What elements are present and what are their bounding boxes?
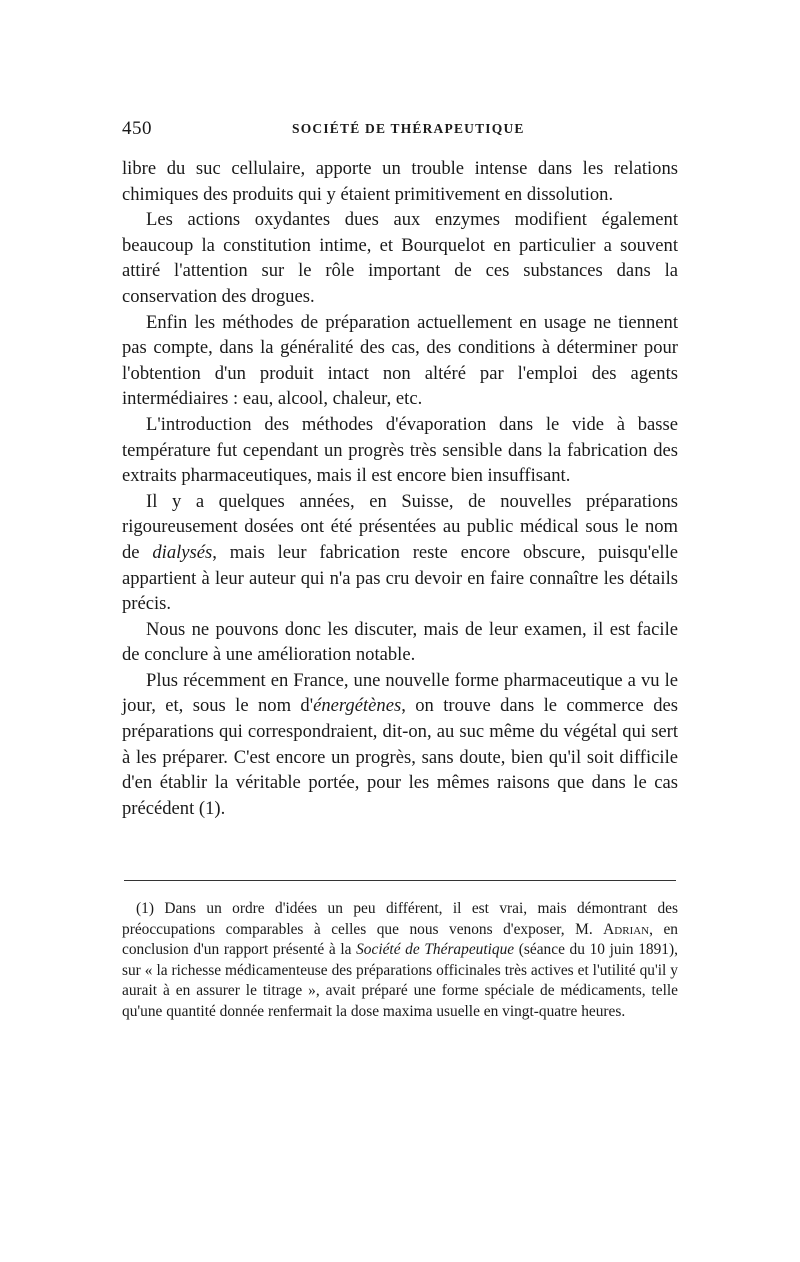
running-title: SOCIÉTÉ DE THÉRAPEUTIQUE: [292, 121, 525, 136]
footnote-divider: [124, 880, 676, 881]
paragraph-7-text-b: , on trouve dans le commerce des préparations qui correspondraient, dit-on, au suc même du végétal qui sert à les préparer. C'est encore un progrès, sans doute, bien qu'il soit difficile d'en établir la véritable portée, pour les mêmes raisons que dans le cas précédent (1).: [122, 695, 678, 819]
paragraph-6: Nous ne pouvons donc les discuter, mais de leur examen, il est facile de conclure à une amélioration notable.: [122, 618, 678, 666]
main-text: [122, 156, 678, 821]
footnote: [122, 899, 678, 1023]
paragraph-7-text-a: Plus récemment en France, une nouvelle forme pharmaceutique a vu le jour, et, sous le nom d': [122, 669, 678, 717]
footnote-society: Société de Thérapeutique: [356, 941, 515, 959]
page-number: 450: [122, 118, 152, 139]
paragraph-3: Enfin les méthodes de préparation actuellement en usage ne tiennent pas compte, dans la généralité des cas, des conditions à déterminer pour l'obtention d'un produit intact non altéré par l'emploi des agents intermédiaires : eau, alcool, chaleur, etc.: [122, 311, 678, 410]
paragraph-2: Les actions oxydantes dues aux enzymes modifient également beaucoup la constitution intime, et Bourquelot en particulier a souvent attiré l'attention sur le rôle important de ces substances dans la conservation des drogues.: [122, 209, 678, 307]
footnote-text-c: (séance du 10 juin 1891), sur « la richesse médicamenteuse des préparations officinales très actives et l'utilité qu'il y aurait à en assurer le titrage », avait préparé une forme spéciale de médicaments, telle qu'une quantité donnée renfermait la dose maxima usuelle en vingt-quatre heures.: [122, 941, 678, 1020]
paragraph-5-text-b: , mais leur fabrication reste encore obscure, puisqu'elle appartient à leur auteur qui n'a pas cru devoir en faire connaître les détails précis.: [122, 541, 678, 615]
footnote-text-b: , en conclusion d'un rapport présenté à la: [122, 920, 678, 959]
paragraph-1: libre du suc cellulaire, apporte un trouble intense dans les relations chimiques des produits qui y étaient primitivement en dissolution.: [122, 158, 678, 205]
paragraph-5: [122, 489, 678, 617]
term-dialyses: dialysés: [152, 541, 213, 563]
term-energetenes: énergétènes: [313, 695, 402, 717]
paragraph-4: L'introduction des méthodes d'évaporation dans le vide à basse température fut cependant un progrès très sensible dans la fabrication des extraits pharmaceutiques, mais il est encore bien insuffisant.: [122, 413, 678, 487]
paragraph-7: [122, 668, 678, 822]
paragraph-5-text-a: Il y a quelques années, en Suisse, de nouvelles préparations rigoureusement dosées ont été présentées au public médical sous le nom de: [122, 490, 678, 563]
footnote-author: Adrian: [603, 920, 650, 938]
footnote-text-a: (1) Dans un ordre d'idées un peu différent, il est vrai, mais démontrant des préoccupations comparables à celles que nous venons d'exposer, M.: [122, 900, 678, 938]
footnote-text: [122, 899, 678, 1023]
page-header: [122, 118, 678, 142]
